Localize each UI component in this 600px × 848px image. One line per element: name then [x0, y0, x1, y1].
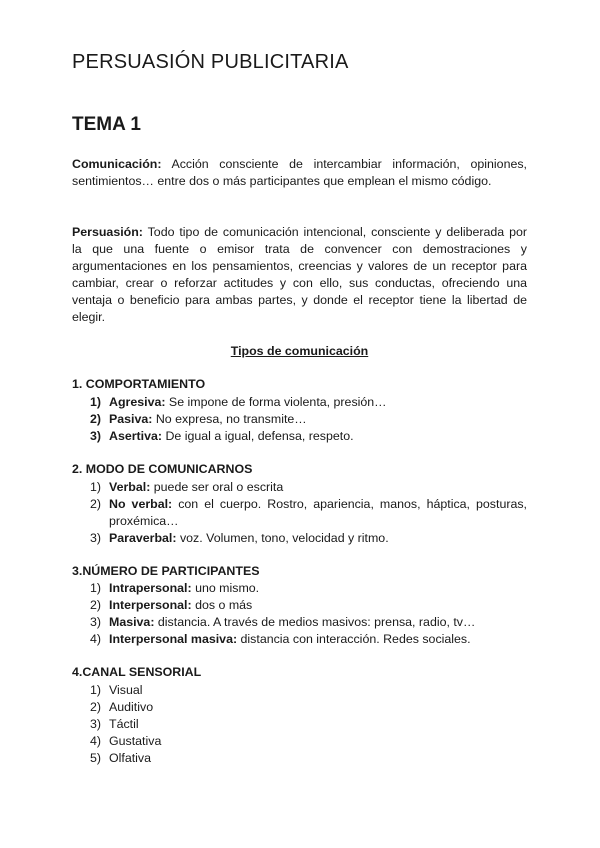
item-text: No expresa, no transmite…	[152, 412, 307, 426]
item-text: voz. Volumen, tono, velocidad y ritmo.	[176, 531, 389, 545]
definition-text: Todo tipo de comunicación intencional, consciente y deliberada por la que una fuente o emisor trata de convencer con demostraciones y argumentaciones en los pensamientos, creencias y valores de un receptor para cambiar, crear o reforzar actitudes y con ello, sus conductas, ofreciendo una ventaja o beneficio para ambas partes, y donde el receptor tiene la libertad de elegir.	[72, 225, 527, 324]
item-text: puede ser oral o escrita	[150, 480, 284, 494]
item-term: No verbal:	[109, 497, 173, 511]
item-term: Masiva:	[109, 615, 155, 629]
list-comportamiento	[72, 394, 527, 445]
list-modo	[72, 479, 527, 547]
item-text: Se impone de forma violenta, presión…	[165, 395, 387, 409]
list-number: 1)	[90, 581, 102, 595]
definition-term: Comunicación:	[72, 157, 162, 171]
list-number: 2)	[90, 700, 102, 714]
list-number: 5)	[90, 751, 102, 765]
list-item	[72, 597, 527, 614]
list-item	[72, 614, 527, 631]
item-text: Auditivo	[109, 700, 154, 714]
item-term: Agresiva:	[109, 395, 166, 409]
list-item	[72, 631, 527, 648]
item-text: Olfativa	[109, 751, 152, 765]
section-heading-comportamiento: 1. COMPORTAMIENTO	[72, 377, 206, 391]
types-subtitle: Tipos de comunicación	[230, 344, 369, 358]
list-number: 1)	[90, 683, 102, 697]
list-item	[72, 699, 527, 716]
tema-heading: TEMA 1	[72, 114, 141, 135]
item-text: distancia. A través de medios masivos: prensa, radio, tv…	[154, 615, 476, 629]
definition-term: Persuasión:	[72, 225, 143, 239]
item-term: Interpersonal masiva:	[109, 632, 238, 646]
section-heading-modo: 2. MODO DE COMUNICARNOS	[72, 462, 253, 476]
definition-text: Acción consciente de intercambiar información, opiniones, sentimientos… entre dos o más participantes que emplean el mismo código.	[72, 157, 527, 188]
list-number: 3)	[90, 615, 102, 629]
list-number: 2)	[90, 497, 102, 511]
definition-comunicacion	[72, 156, 527, 190]
list-number: 3)	[90, 717, 102, 731]
section-heading-canal: 4.CANAL SENSORIAL	[72, 665, 202, 679]
list-item	[72, 750, 527, 767]
list-participantes	[72, 580, 527, 648]
list-number: 3)	[90, 531, 102, 545]
list-item	[72, 428, 527, 445]
section-heading-participantes: 3.NÚMERO DE PARTICIPANTES	[72, 564, 260, 578]
list-item	[72, 733, 527, 750]
list-number: 4)	[90, 632, 102, 646]
item-text: Visual	[109, 683, 143, 697]
item-text: Gustativa	[109, 734, 162, 748]
item-text: distancia con interacción. Redes sociales.	[237, 632, 471, 646]
list-item	[72, 682, 527, 699]
list-item	[72, 411, 527, 428]
list-number: 4)	[90, 734, 102, 748]
list-number: 2)	[90, 598, 102, 612]
list-item	[72, 716, 527, 733]
document-title: PERSUASIÓN PUBLICITARIA	[72, 51, 349, 73]
list-number: 1)	[90, 395, 102, 409]
list-number: 1)	[90, 480, 102, 494]
item-text: De igual a igual, defensa, respeto.	[162, 429, 354, 443]
list-item	[72, 530, 527, 547]
item-term: Paraverbal:	[109, 531, 177, 545]
list-canal	[72, 682, 527, 767]
item-term: Asertiva:	[109, 429, 163, 443]
list-item	[72, 479, 527, 496]
list-number: 3)	[90, 429, 102, 443]
item-text: Táctil	[109, 717, 139, 731]
list-item	[72, 394, 527, 411]
list-item	[72, 496, 527, 530]
definition-persuasion	[72, 224, 527, 326]
item-term: Verbal:	[109, 480, 151, 494]
list-item	[72, 580, 527, 597]
item-text: con el cuerpo. Rostro, apariencia, manos, háptica, posturas, proxémica…	[109, 497, 527, 528]
item-term: Intrapersonal:	[109, 581, 192, 595]
item-text: uno mismo.	[191, 581, 260, 595]
item-term: Pasiva:	[109, 412, 153, 426]
item-term: Interpersonal:	[109, 598, 192, 612]
item-text: dos o más	[191, 598, 253, 612]
list-number: 2)	[90, 412, 102, 426]
